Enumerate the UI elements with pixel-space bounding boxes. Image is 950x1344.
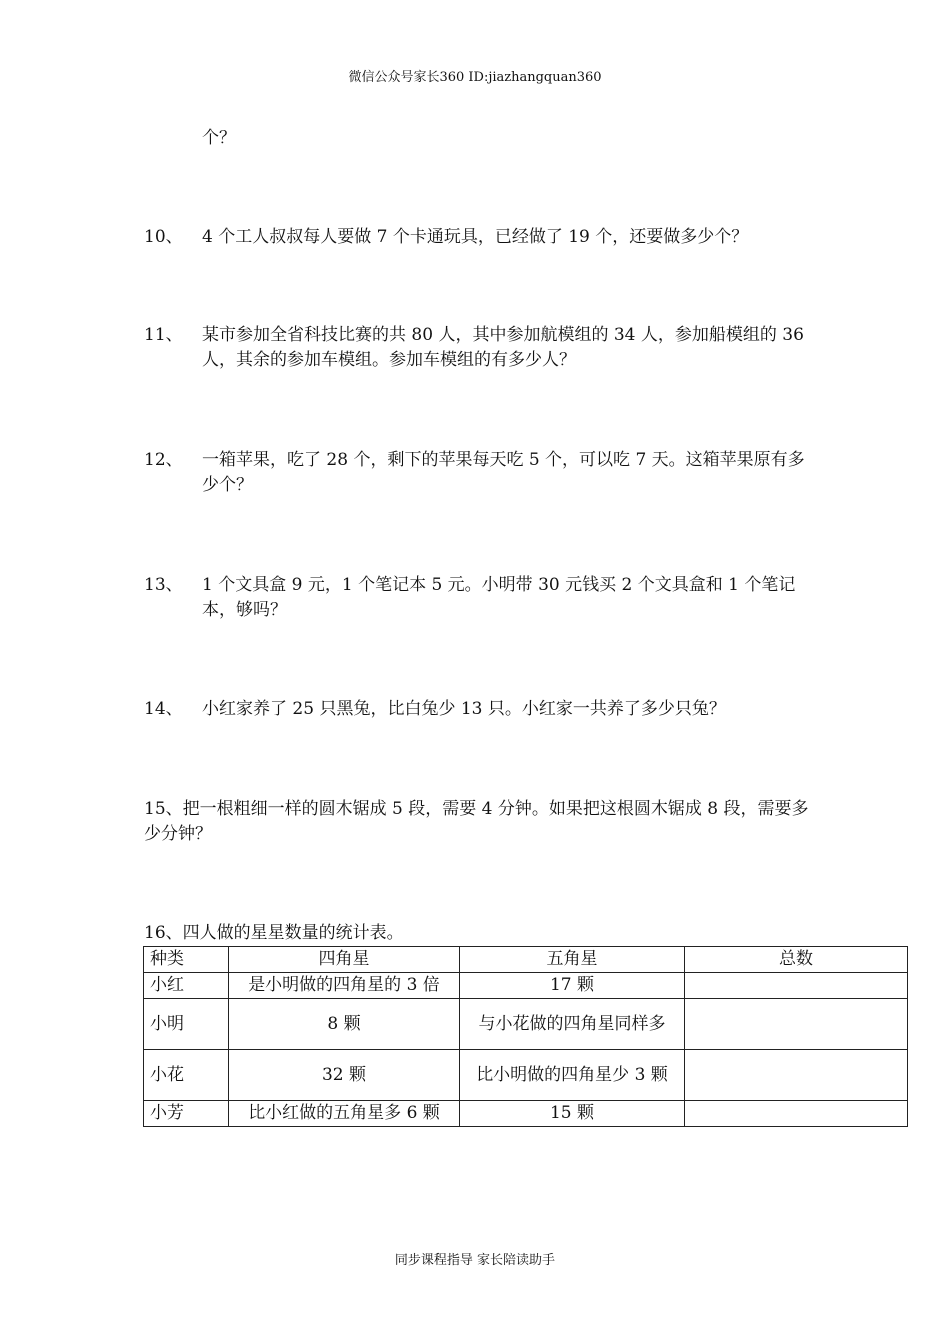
table-cell: 15 颗 [460,1101,685,1127]
table-cell [685,999,908,1050]
table-header-row [144,947,908,973]
question-text: 一箱苹果，吃了 28 个，剩下的苹果每天吃 5 个，可以吃 7 天。这箱苹果原有多少个？ [202,450,805,495]
table-cell: 与小花做的四角星同样多 [460,999,685,1050]
header-cell: 总数 [685,947,908,973]
table-cell [685,1101,908,1127]
header-cell: 四角星 [229,947,460,973]
question-number: 10、 [144,227,183,247]
question-text: 4 个工人叔叔每人要做 7 个卡通玩具，已经做了 19 个，还要做多少个？ [202,227,749,247]
question-number: 11、 [144,325,183,345]
question-13 [144,573,814,623]
continued-question-text: 个？ [202,128,236,148]
table-cell [685,1050,908,1101]
table-cell: 小芳 [144,1101,229,1127]
question-number: 14、 [144,699,183,719]
table-cell: 比小红做的五角星多 6 颗 [229,1101,460,1127]
table-row [144,1050,908,1101]
question-12 [144,448,814,498]
table-cell: 8 颗 [229,999,460,1050]
table-row [144,973,908,999]
question-10 [144,225,814,250]
page-footer: 同步课程指导 家长陪读助手 [394,1253,556,1268]
star-count-table [143,946,908,1127]
table-cell: 比小明做的四角星少 3 颗 [460,1050,685,1101]
table-cell: 小明 [144,999,229,1050]
question-11 [144,323,814,373]
question-15 [144,797,814,847]
question-text: 某市参加全省科技比赛的共 80 人，其中参加航模组的 34 人，参加船模组的 36 人，其余的参加车模组。参加车模组的有多少人？ [202,325,804,370]
question-number: 13、 [144,575,183,595]
question-text: 1 个文具盒 9 元，1 个笔记本 5 元。小明带 30 元钱买 2 个文具盒和 1 个笔记本，够吗？ [202,575,796,620]
table-cell: 是小明做的四角星的 3 倍 [229,973,460,999]
page-header: 微信公众号家长360 ID:jiazhangquan360 [348,70,602,85]
table-caption: 16、四人做的星星数量的统计表。 [144,923,404,943]
question-text: 小红家养了 25 只黑兔，比白兔少 13 只。小红家一共养了多少只兔？ [202,699,726,719]
header-cell: 种类 [144,947,229,973]
table-row [144,1101,908,1127]
table-cell: 17 颗 [460,973,685,999]
table-cell: 小花 [144,1050,229,1101]
table-cell: 32 颗 [229,1050,460,1101]
header-cell: 五角星 [460,947,685,973]
table-cell [685,973,908,999]
question-number: 12、 [144,450,183,470]
table-row [144,999,908,1050]
table-cell: 小红 [144,973,229,999]
question-text: 15、把一根粗细一样的圆木锯成 5 段，需要 4 分钟。如果把这根圆木锯成 8 段，需要多少分钟？ [144,799,809,844]
question-14 [144,697,814,722]
